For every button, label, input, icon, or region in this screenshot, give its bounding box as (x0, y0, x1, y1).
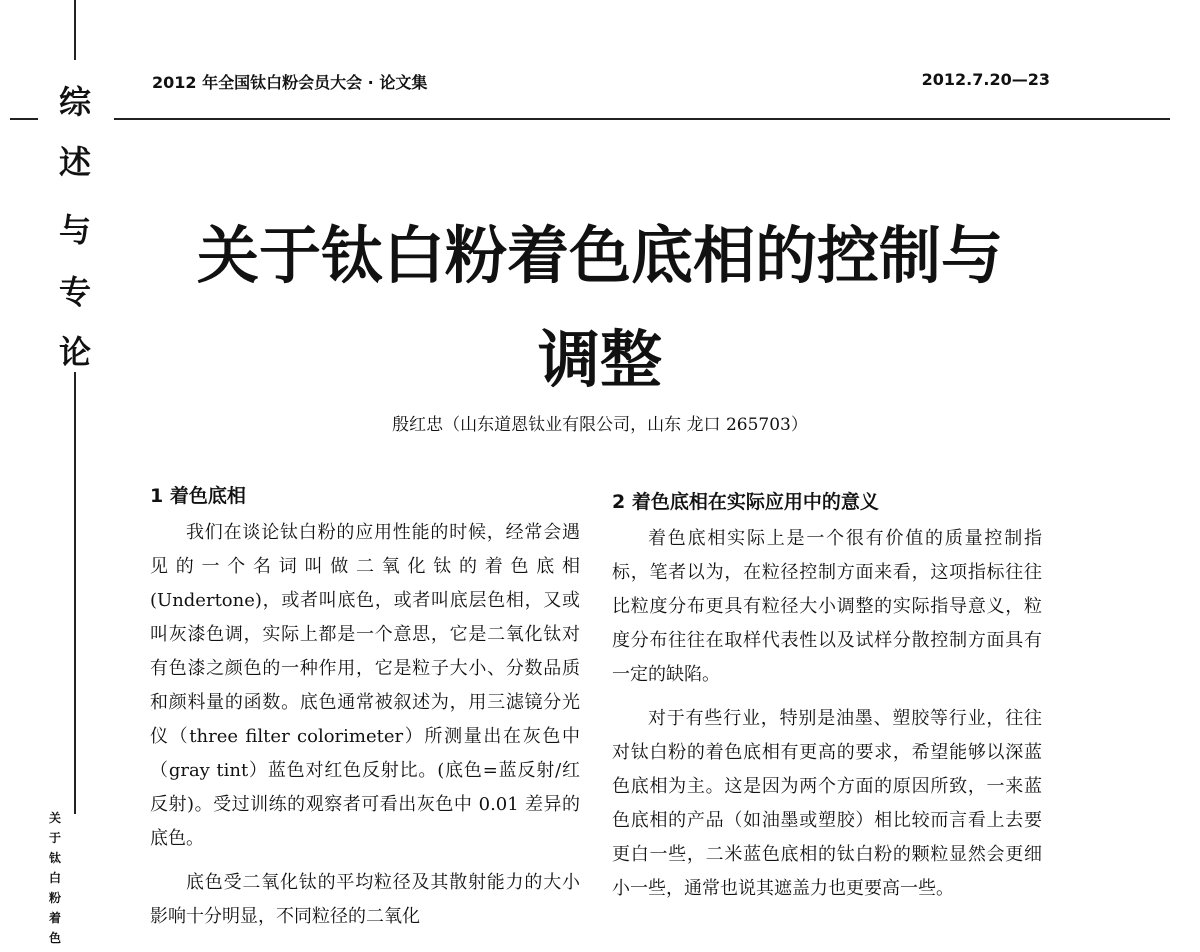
side-label-char-5: 论 (58, 333, 91, 371)
side-label-char-1: 综 (58, 83, 91, 121)
column-left (150, 478, 580, 944)
journal-name: 2012 年全国钛白粉会员大会 · 论文集 (152, 73, 428, 92)
section-2-paragraph-1: 着色底相实际上是一个很有价值的质量控制指标，笔者以为，在粒径控制方面来看，这项指标往往比粒度分布更具有粒径大小调整的实际指导意义，粒度分布往往在取样代表性以及试样分散控制方面具有一定的缺陷。 (612, 528, 1042, 685)
author-affiliation: 殷红忠（山东道恩钛业有限公司，山东 龙口 265703） (392, 415, 808, 435)
running-title-char-1: 关 (48, 811, 61, 825)
section-2-heading: 2 着色底相在实际应用中的意义 (612, 491, 879, 513)
running-title-char-6: 着 (48, 911, 61, 925)
column-right (612, 484, 1042, 916)
conference-date: 2012.7.20—23 (921, 70, 1050, 89)
section-2-paragraph-2: 对于有些行业，特别是油墨、塑胶等行业，往往对钛白粉的着色底相有更高的要求，希望能够以深蓝色底相为主。这是因为两个方面的原因所致，一来蓝色底相的产品（如油墨或塑胶）相比较而言看上去要更白一些，二米蓝色底相的钛白粉的颗粒显然会更细小一些，通常也说其遮盖力也更要高一些。 (612, 708, 1042, 899)
section-1-paragraph-1: 我们在谈论钛白粉的应用性能的时候，经常会遇见的一个名词叫做二氧化钛的着色底相(Undertone)，或者叫底色，或者叫底层色相，又或叫灰漆色调，实际上都是一个意思，它是二氧化钛对有色漆之颜色的一种作用，它是粒子大小、分数品质和颜料量的函数。底色通常被叙述为，用三滤镜分光仪（three filter colorimeter）所测量出在灰色中（gray tint）蓝色对红色反射比。(底色=蓝反射/红反射)。受过训练的观察者可看出灰色中 0.01 差异的底色。 (150, 522, 580, 849)
section-1-paragraph-2: 底色受二氧化钛的平均粒径及其散射能力的大小影响十分明显，不同粒径的二氧化 (150, 872, 580, 927)
margin-rule-middle (74, 372, 76, 814)
section-1-heading: 1 着色底相 (150, 485, 246, 507)
side-label-char-4: 专 (58, 273, 91, 311)
article-title-line-1: 关于钛白粉着色底相的控制与 (196, 219, 1003, 292)
header-rule-stub (10, 118, 38, 120)
header-rule (114, 118, 1170, 120)
running-title-char-5: 粉 (48, 891, 61, 905)
running-title-char-7: 色 (48, 931, 61, 945)
margin-rule-top (74, 0, 76, 60)
side-label-char-2: 述 (58, 143, 91, 181)
article-title-line-2: 调整 (537, 323, 662, 396)
side-label-char-3: 与 (58, 211, 91, 249)
running-title-char-3: 钛 (48, 851, 61, 865)
running-title-char-2: 于 (48, 831, 61, 845)
running-title-char-4: 白 (48, 871, 61, 885)
article-title (160, 204, 1040, 412)
